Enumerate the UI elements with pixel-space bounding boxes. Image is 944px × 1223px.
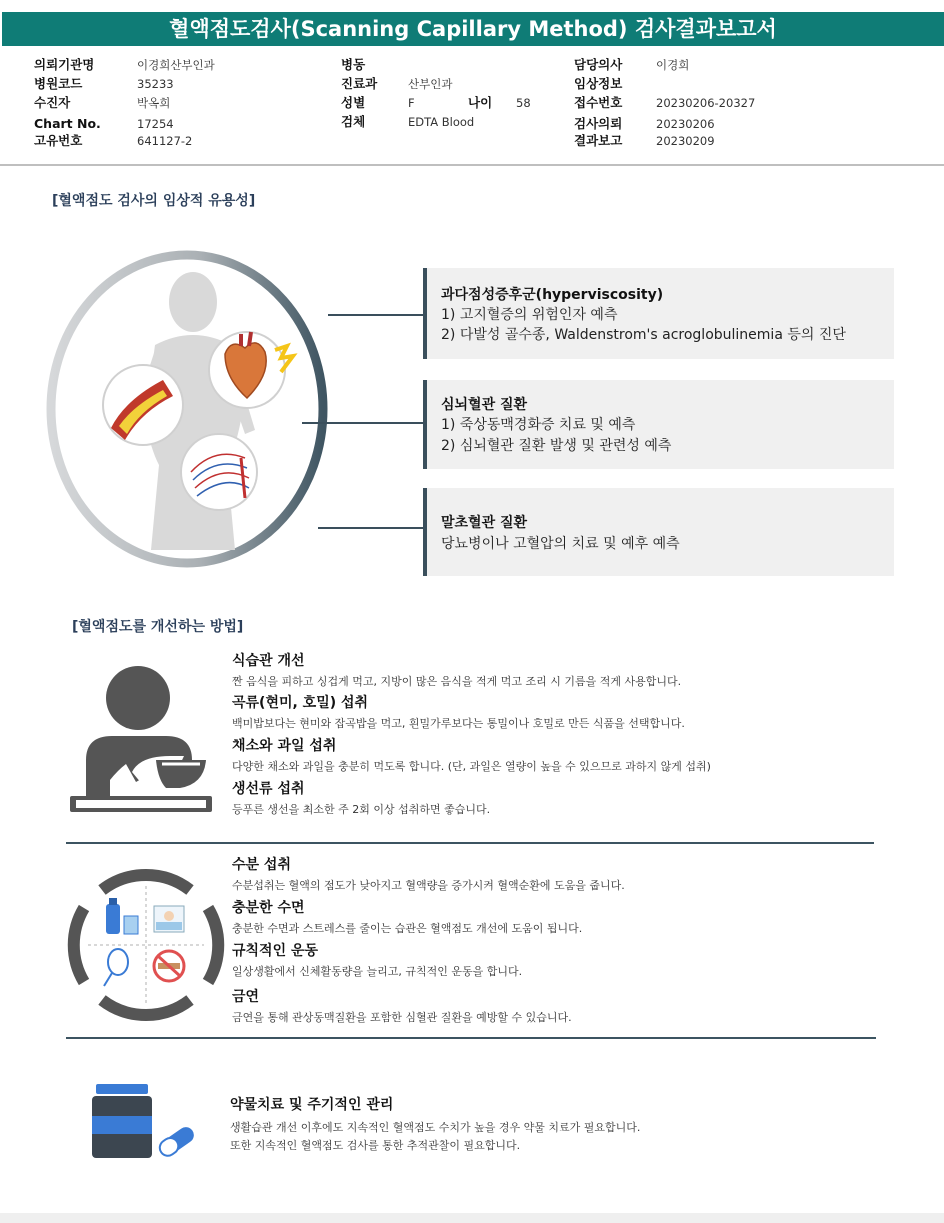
info-label: 담당의사 [574,57,623,72]
clinical-box-hyperviscosity [423,268,894,359]
tip-desc: 다양한 채소와 과일을 충분히 먹도록 합니다. (단, 과일은 열량이 높을 수 있으므로 과하지 않게 섭취) [232,760,711,773]
improve-section-title: [혈액점도를 개선하는 방법] [72,619,244,635]
tip-sleep [232,897,582,936]
info-label: 검사의뢰 [574,116,623,131]
info-label: 병동 [341,57,366,72]
no-smoking-icon [154,951,184,981]
tip-title: 채소와 과일 섭취 [232,738,337,754]
info-label: 검체 [341,114,366,129]
info-value: 641127-2 [137,134,193,148]
info-value: 20230209 [656,134,715,148]
box-line: 1) 죽상동맥경화증 치료 및 예측 [441,417,636,433]
clinical-section-title: [혈액점도 검사의 임상적 유용성] [52,193,256,209]
medicine-bottle-icon [92,1082,198,1162]
info-value: 이경희 [656,58,690,72]
section-divider [66,1037,876,1039]
sleep-icon [154,906,184,932]
connector-line [318,527,424,529]
box-line: 당뇨병이나 고혈압의 치료 및 예후 예측 [441,536,680,552]
box-title: 말초혈관 질환 [441,515,528,531]
tip-desc: 금연을 통해 관상동맥질환을 포함한 심혈관 질환을 예방할 수 있습니다. [232,1011,572,1024]
info-label: 성별 [341,95,366,110]
tip-title: 수분 섭취 [232,857,291,873]
clinical-box-peripheral [423,488,894,576]
info-value: 20230206-20327 [656,96,756,110]
eating-person-icon [66,660,216,818]
tip-title: 곡류(현미, 호밀) 섭취 [232,695,369,711]
info-divider [0,164,944,166]
info-label: 임상정보 [574,76,623,91]
info-value: 35233 [137,77,174,91]
tip-desc: 짠 음식을 피하고 싱겁게 먹고, 지방이 많은 음식을 적게 먹고 조리 시 기름을 적게 사용합니다. [232,675,682,688]
info-label: 의뢰기관명 [34,57,95,72]
connector-line [302,422,424,424]
info-value: EDTA Blood [408,115,475,129]
tip-title: 금연 [232,989,260,1005]
pill-icon [157,1124,197,1159]
connector-line [328,314,424,316]
info-value: 20230206 [656,117,715,131]
box-line: 2) 심뇌혈관 질환 발생 및 관련성 예측 [441,438,672,454]
section-divider [66,842,874,844]
tip-desc: 등푸른 생선을 최소한 주 2회 이상 섭취하면 좋습니다. [232,803,491,816]
tip-exercise [232,940,522,979]
tip-water [232,854,625,893]
box-title: 과다점성증후군(hyperviscosity) [441,287,664,303]
info-label: 고유번호 [34,133,83,148]
report-title: 혈액점도검사(Scanning Capillary Method) 검사결과보고서 [2,12,944,46]
tip-vegetables [232,735,711,774]
tip-desc: 수분섭취는 혈액의 점도가 낮아지고 혈액량을 증가시켜 혈액순환에 도움을 줍니다. [232,879,625,892]
info-label: 결과보고 [574,133,623,148]
tip-title: 약물치료 및 주기적인 관리 [230,1097,394,1113]
box-title: 심뇌혈관 질환 [441,397,528,413]
tip-quit-smoking [232,986,572,1025]
tip-medication [230,1094,640,1153]
tip-title: 생선류 섭취 [232,781,305,797]
tip-title: 충분한 수면 [232,900,305,916]
clinical-box-cardio [423,380,894,469]
tip-desc: 충분한 수면과 스트레스를 줄이는 습관은 혈액점도 개선에 도움이 됩니다. [232,922,583,935]
info-label: 진료과 [341,76,378,91]
patient-info [0,54,944,166]
badminton-icon [104,949,128,986]
box-line: 2) 다발성 골수종, Waldenstrom's acroglobulinemia 등의 진단 [441,327,846,343]
tip-fish [232,778,490,817]
tip-desc: 생활습관 개선 이후에도 지속적인 혈액점도 수치가 높을 경우 약물 치료가 필요합니다. [230,1121,641,1134]
tip-diet [232,650,681,689]
box-line: 1) 고지혈증의 위험인자 예측 [441,307,618,323]
tip-title: 식습관 개선 [232,653,305,669]
tip-title: 규칙적인 운동 [232,943,319,959]
info-value: 박옥희 [137,96,171,110]
tip-desc: 또한 지속적인 혈액점도 검사를 통한 추적관찰이 필요합니다. [230,1139,521,1152]
tip-grain [232,692,685,731]
info-label: Chart No. [34,116,101,131]
info-label: 수진자 [34,95,71,110]
info-value: 이경희산부인과 [137,58,215,72]
tip-desc: 일상생활에서 신체활동량을 늘리고, 규칙적인 운동을 합니다. [232,965,523,978]
info-label: 접수번호 [574,95,623,110]
page-footer [0,1213,944,1223]
info-label: 나이 [468,95,493,110]
info-value: 58 [516,96,531,110]
tip-desc: 백미밥보다는 현미와 잡곡밥을 먹고, 흰밀가루보다는 통밀이나 호밀로 만든 식품을 선택합니다. [232,717,685,730]
water-bottle-icon [106,898,138,934]
lifestyle-cycle-icon [66,864,226,1026]
info-value: F [408,96,415,110]
body-illustration [45,250,329,568]
info-value: 산부인과 [408,77,453,91]
info-value: 17254 [137,117,174,131]
info-label: 병원코드 [34,76,83,91]
